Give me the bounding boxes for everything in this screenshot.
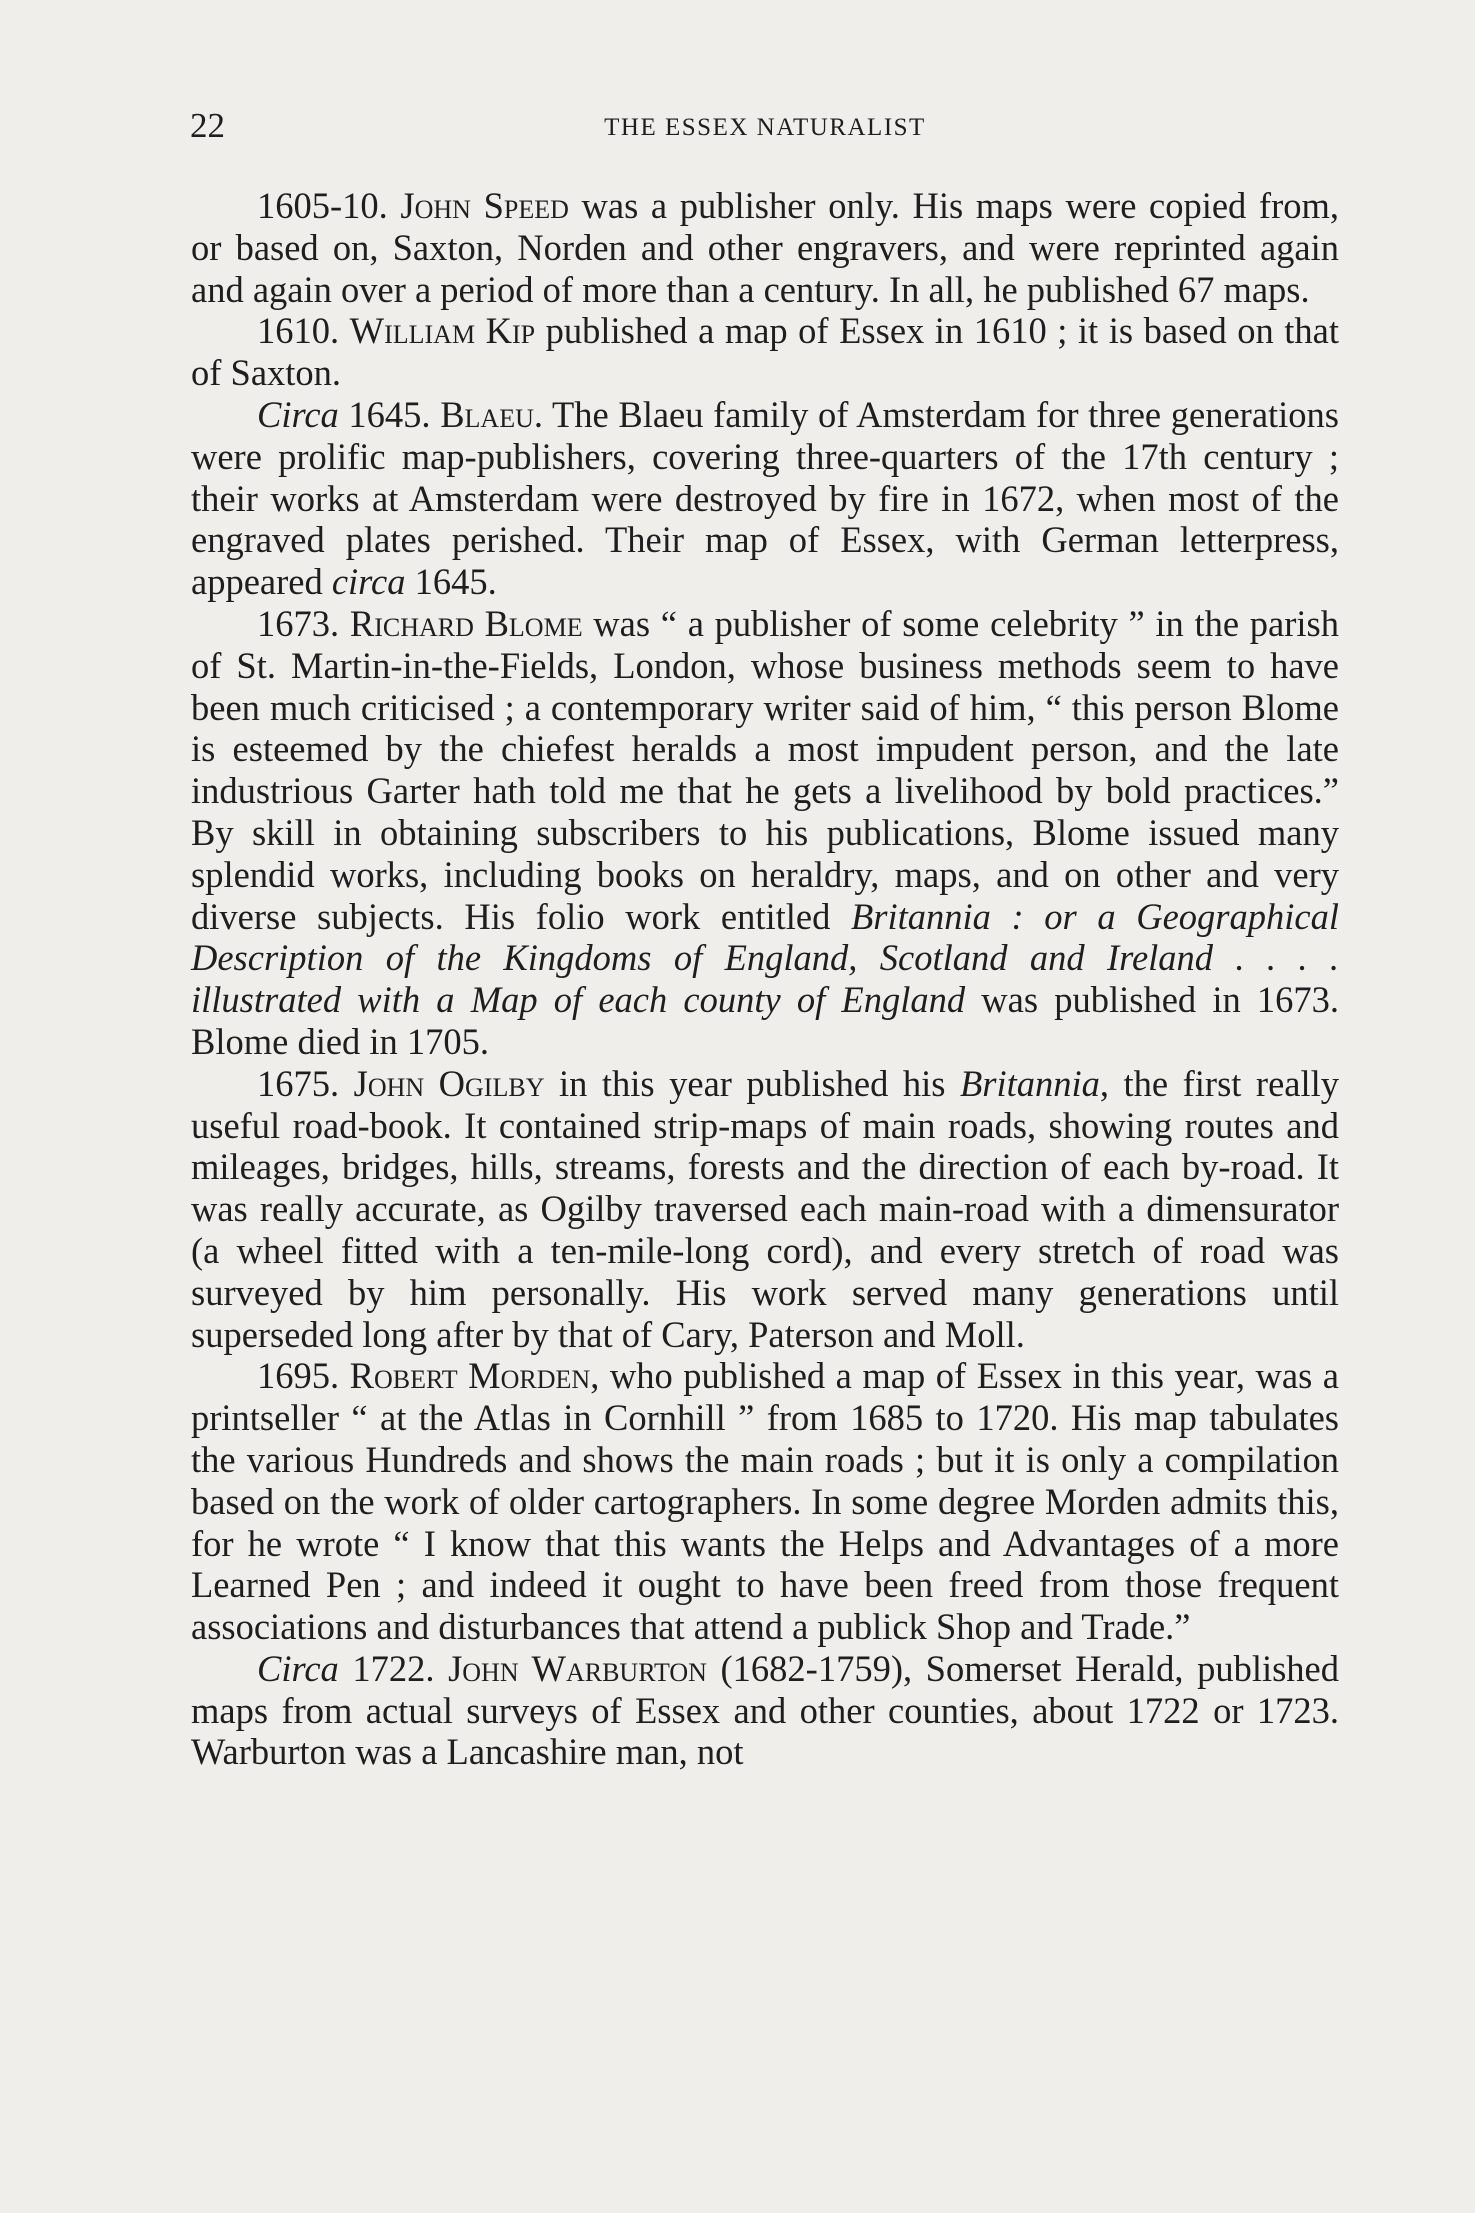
entry-text-italic: Britannia : or a Geographical Description of the Kingdoms of England, Scotland and Ireland . . . . illustrated with a Map of each county of England bbox=[191, 895, 1339, 1021]
entry-date: 1695. bbox=[257, 1355, 340, 1397]
entry-blaeu bbox=[191, 394, 1339, 603]
entry-text-italic: circa bbox=[331, 561, 406, 603]
entry-blome bbox=[191, 603, 1339, 1063]
entry-text: , who published a map of Essex in this year, was a printseller “ at the Atlas in Cornhill ” from 1685 to 1720. His map tabulates the various Hundreds and shows the main roads ; but it is only a compilation based on the work of older cartographers. In some degree Morden admits this, for he wrote “ I know that this wants the Helps and Advantages of a more Learned Pen ; and indeed it ought to have been freed from those frequent associations and disturbances that attend a publick Shop and Trade.” bbox=[191, 1355, 1340, 1648]
entry-name: John Ogilby bbox=[353, 1062, 545, 1104]
entry-text-italic: Britannia bbox=[959, 1062, 1100, 1104]
entry-text: was “ a publisher of some celebrity ” in the parish of St. Martin-in-the-Fields, London, whose business methods seem to have been much criticised ; a contemporary writer said of him, “ this person Blome is esteemed by the chiefest heralds a most impudent person, and the late industrious Garter hath told me that he gets a livelihood by bold practices.” By skill in obtaining subscribers to his publications, Blome issued many splendid works, including books on heraldry, maps, and on other and very diverse subjects. His folio work entitled bbox=[191, 602, 1339, 937]
entry-text: in this year published his bbox=[544, 1062, 960, 1104]
entry-morden bbox=[191, 1355, 1339, 1648]
entry-name: Richard Blome bbox=[349, 602, 583, 644]
entry-text: was a publisher only. His maps were copied from, or based on, Saxton, Norden and other engravers, and were reprinted again and again over a period of more than a century. In all, he published 67 maps. bbox=[191, 185, 1340, 310]
entry-name: William Kip bbox=[349, 310, 536, 352]
entry-text: 1645. bbox=[405, 561, 497, 603]
entry-text: was published in 1673. Blome died in 1705. bbox=[191, 979, 1339, 1062]
entry-date: 1610. bbox=[257, 310, 340, 352]
entry-kip bbox=[191, 310, 1339, 394]
entry-text: , the first really useful road-book. It contained strip-maps of main roads, showing routes and mileages, bridges, hills, streams, forests and the direction of each by-road. It was really accurate, as Ogilby traversed each main-road with a dimensurator (a wheel fitted with a ten-mile-long cord), and every stretch of road was surveyed by him personally. His work served many generations until superseded long after by that of Cary, Paterson and Moll. bbox=[191, 1062, 1340, 1355]
running-head: THE ESSEX NATURALIST bbox=[604, 114, 926, 141]
entry-ogilby bbox=[191, 1063, 1339, 1356]
body-text bbox=[191, 185, 1339, 1773]
entry-text: The Blaeu family of Amsterdam for three generations were prolific map-publishers, covering three-quarters of the 17th century ; their works at Amsterdam were destroyed by fire in 1672, when most of the engraved plates perished. Their map of Essex, with German letterpress, appeared bbox=[191, 393, 1340, 603]
entry-speed bbox=[191, 185, 1339, 310]
entry-date: 1675. bbox=[257, 1062, 340, 1104]
page-number: 22 bbox=[190, 106, 225, 145]
entry-date-prefix: Circa bbox=[257, 393, 339, 435]
entry-date: 1605-10. bbox=[257, 185, 388, 226]
entry-date: 1673. bbox=[257, 602, 340, 644]
entry-text: (1682-1759), Somerset Herald, published maps from actual surveys of Essex and other counties, about 1722 or 1723. Warburton was a Lancashire man, not bbox=[191, 1647, 1340, 1773]
entry-date: 1645. bbox=[338, 393, 431, 435]
entry-warburton bbox=[191, 1648, 1339, 1773]
entry-date-prefix: Circa bbox=[257, 1647, 339, 1689]
entry-name: Robert Morden bbox=[349, 1355, 591, 1397]
entry-name: John Warburton bbox=[448, 1647, 707, 1689]
entry-date: 1722. bbox=[338, 1647, 435, 1689]
entry-name: Blaeu. bbox=[440, 393, 543, 435]
page-header bbox=[190, 104, 1340, 148]
entry-name: John Speed bbox=[400, 185, 569, 226]
entry-text: published a map of Essex in 1610 ; it is based on that of Saxton. bbox=[191, 310, 1339, 394]
